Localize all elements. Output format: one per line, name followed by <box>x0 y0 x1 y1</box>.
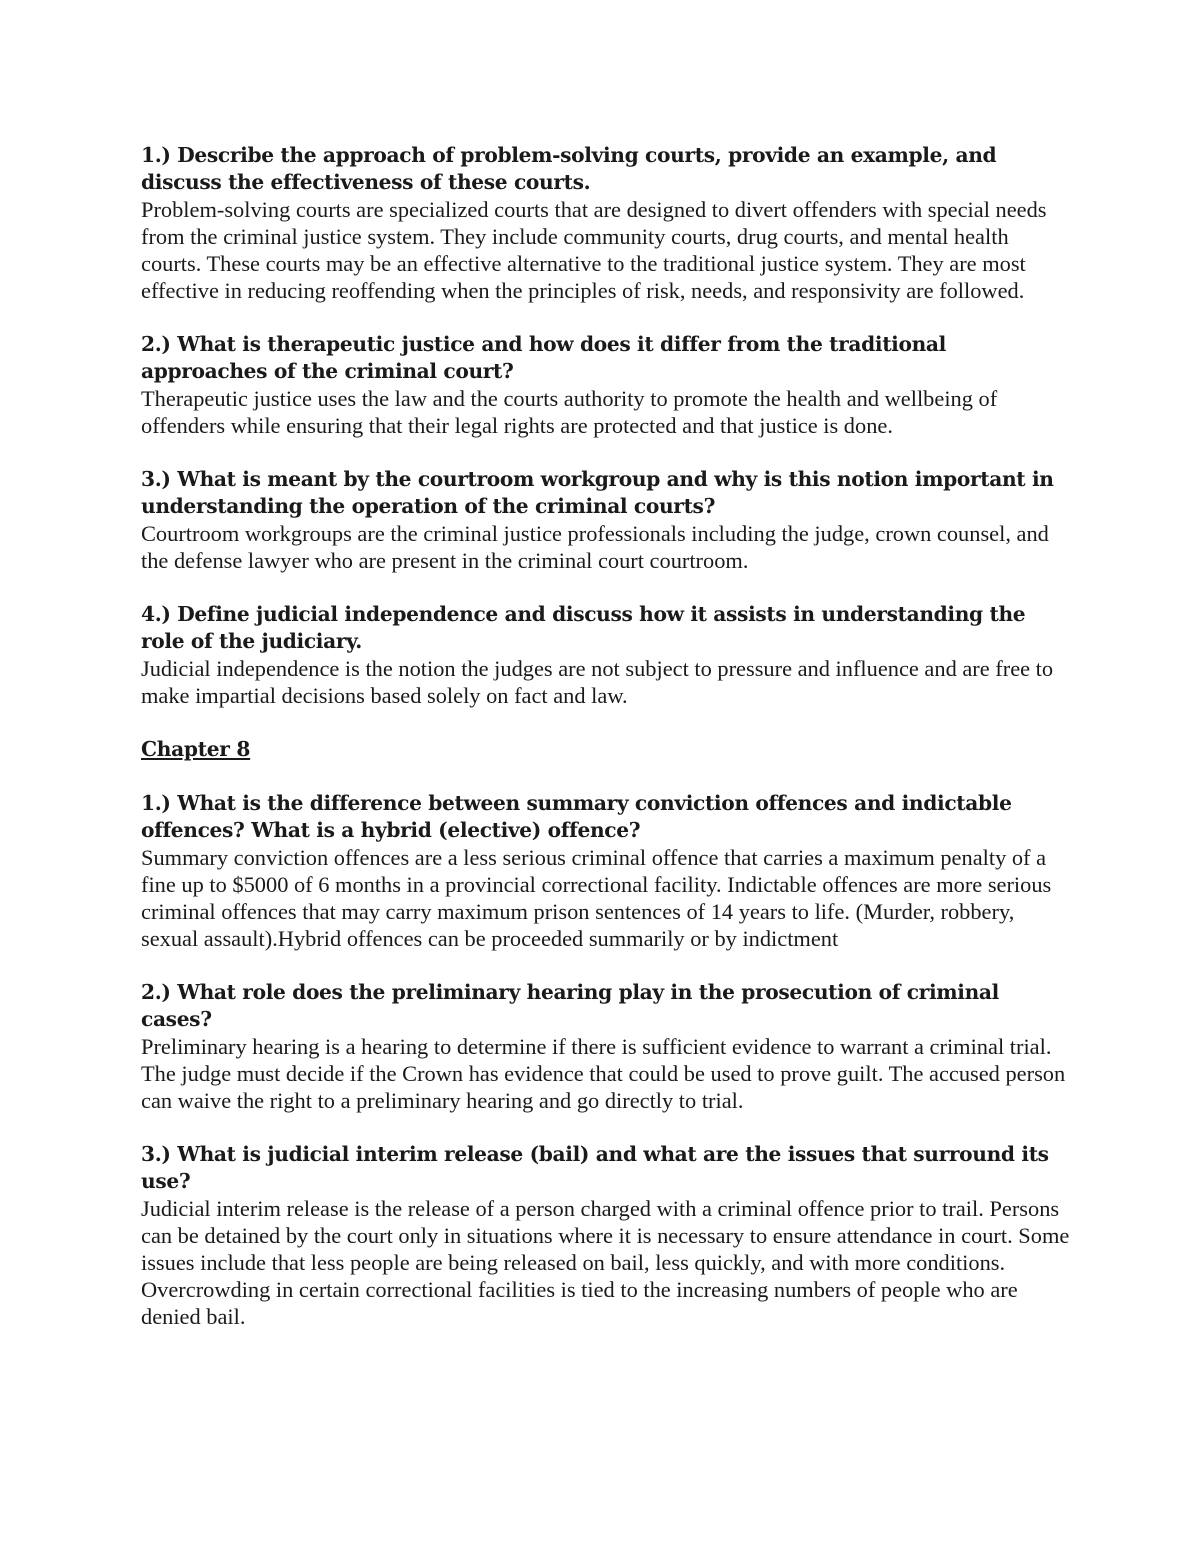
qa-block-3 <box>141 466 1071 574</box>
chapter-qa-block-2 <box>141 979 1071 1114</box>
document-body <box>141 142 1071 1357</box>
chapter-question-1: 1.) What is the difference between summary conviction offences and indictable offences? What is a hybrid (elective) offence? <box>141 791 1012 842</box>
qa-block-2 <box>141 331 1071 439</box>
chapter-question-3: 3.) What is judicial interim release (bail) and what are the issues that surround its use? <box>141 1142 1049 1193</box>
question-4: 4.) Define judicial independence and discuss how it assists in understanding the role of the judiciary. <box>141 602 1026 653</box>
chapter-qa-block-3 <box>141 1141 1071 1330</box>
chapter-question-2: 2.) What role does the preliminary hearing play in the prosecution of criminal cases? <box>141 980 999 1031</box>
chapter-heading: Chapter 8 <box>141 737 251 761</box>
answer-4: Judicial independence is the notion the judges are not subject to pressure and influence and are free to make impartial decisions based solely on fact and law. <box>141 656 1054 708</box>
answer-3: Courtroom workgroups are the criminal justice professionals including the judge, crown counsel, and the defense lawyer who are present in the criminal court courtroom. <box>141 521 1049 573</box>
question-1: 1.) Describe the approach of problem-solving courts, provide an example, and discuss the effectiveness of these courts. <box>141 143 997 194</box>
chapter-answer-1: Summary conviction offences are a less serious criminal offence that carries a maximum penalty of a fine up to $5000 of 6 months in a provincial correctional facility. Indictable offences are more serious criminal offences that may carry maximum prison sentences of 14 years to life. (Murder, robbery, sexual assault).Hybrid offences can be proceeded summarily or by indictment <box>141 845 1052 951</box>
qa-block-1 <box>141 142 1071 304</box>
chapter-qa-block-1 <box>141 790 1071 952</box>
qa-block-4 <box>141 601 1071 709</box>
answer-1: Problem-solving courts are specialized courts that are designed to divert offenders with special needs from the criminal justice system. They include community courts, drug courts, and mental health courts. These courts may be an effective alternative to the traditional justice system. They are most effective in reducing reoffending when the principles of risk, needs, and responsivity are followed. <box>141 197 1047 303</box>
answer-2: Therapeutic justice uses the law and the courts authority to promote the health and wellbeing of offenders while ensuring that their legal rights are protected and that justice is done. <box>141 386 998 438</box>
question-2: 2.) What is therapeutic justice and how does it differ from the traditional approaches of the criminal court? <box>141 332 946 383</box>
question-3: 3.) What is meant by the courtroom workgroup and why is this notion important in understanding the operation of the criminal courts? <box>141 467 1054 518</box>
chapter-answer-2: Preliminary hearing is a hearing to determine if there is sufficient evidence to warrant a criminal trial. The judge must decide if the Crown has evidence that could be used to prove guilt. The accused person can waive the right to a preliminary hearing and go directly to trial. <box>141 1034 1066 1113</box>
chapter-answer-3: Judicial interim release is the release of a person charged with a criminal offence prior to trail. Persons can be detained by the court only in situations where it is necessary to ensure attendance in court. Some issues include that less people are being released on bail, less quickly, and with more conditions. Overcrowding in certain correctional facilities is tied to the increasing numbers of people who are denied bail. <box>141 1196 1070 1329</box>
